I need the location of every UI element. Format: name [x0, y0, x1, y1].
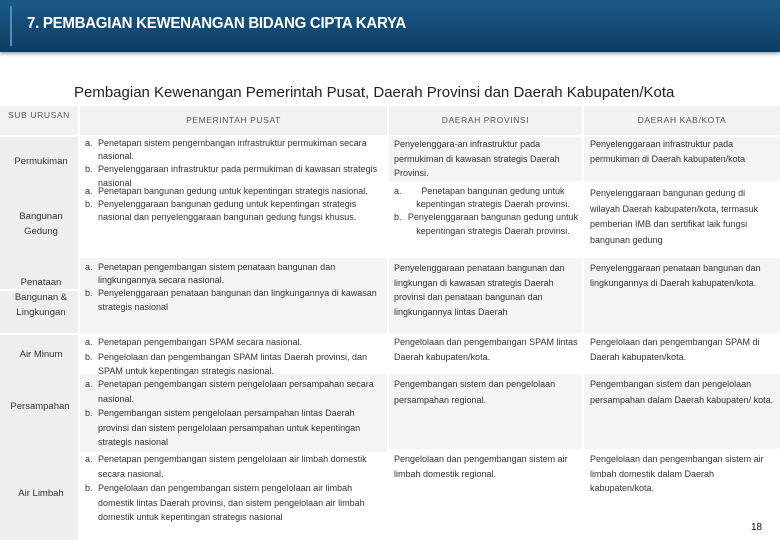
column-header-pusat: PEMERINTAH PUSAT: [186, 115, 281, 125]
sub-urusan-bangunan-gedung: Bangunan Gedung: [19, 211, 63, 237]
kabkota-text-air-limbah: Pengelolaan dan pengembangan sistem air limbah domestik dalam Daerah kabupaten/kota.: [590, 454, 764, 493]
authority-table: [0, 106, 780, 540]
pusat-list-air-minum: [85, 335, 385, 379]
provinsi-list-bangunan-gedung: [394, 185, 579, 238]
column-header-provinsi: DAERAH PROVINSI: [441, 115, 530, 125]
list-item: a. Penetapan bangunan gedung untuk kepentingan strategis Daerah provinsi.: [394, 186, 570, 210]
kabkota-text-permukiman: Penyelenggaraan infrastruktur pada permukiman di Daerah kabupaten/kota: [590, 139, 746, 164]
provinsi-text-permukiman: Penyelenggara-an infrastruktur pada permukiman di kawasan strategis Daerah Provinsi.: [394, 139, 560, 178]
sub-urusan-penataan-bangunan: Penataan Bangunan & Lingkungan: [14, 277, 68, 318]
list-item: a. Penetapan sistem pengembangan infrastruktur permukiman secara nasional.: [85, 138, 367, 162]
table-subtitle: Pembagian Kewenangan Pemerintah Pusat, Daerah Provinsi dan Daerah Kabupaten/Kota: [74, 84, 675, 101]
pusat-list-permukiman: [85, 137, 385, 190]
provinsi-text-penataan-bangunan: Penyelenggaraan penataan bangunan dan lingkungan di kawasan strategis Daerah provinsi dan penataan bangunan dan lingkungannya lintas Daerah: [394, 263, 565, 317]
sub-urusan-persampahan: Persampahan: [10, 401, 70, 412]
provinsi-text-persampahan: Pengembangan sistem dan pengelolaan persampahan regional.: [394, 379, 556, 405]
list-item: a. Penetapan pengembangan sistem penataan bangunan dan lingkungannya secara nasional.: [85, 262, 336, 286]
list-item: b. Penyelenggaraan infrastruktur pada permukiman di kawasan strategis nasional: [85, 164, 378, 188]
list-item: a. Penetapan pengembangan SPAM secara nasional.: [85, 337, 302, 347]
slide-title: 7. PEMBAGIAN KEWENANGAN BIDANG CIPTA KARYA: [27, 15, 406, 32]
list-item: a. Penetapan pengembangan sistem pengelolaan air limbah domestik secara nasional.: [85, 454, 367, 479]
list-item: b. Pengelolaan dan pengembangan SPAM lintas Daerah provinsi, dan SPAM untuk kepentingan strategis nasional.: [85, 351, 368, 376]
kabkota-text-air-minum: Pengelolaan dan pengembangan SPAM di Daerah kabupaten/kota.: [590, 337, 760, 362]
list-item: b. Penyelenggaraan bangunan gedung untuk kepentingan strategis nasional dan penyelenggaraan bangunan gedung fungsi khusus.: [85, 199, 357, 223]
title-banner: [0, 0, 780, 52]
list-item: b. Penyelenggaraan penataan bangunan dan lingkungannya di kawasan strategis nasional: [85, 288, 377, 312]
pusat-list-air-limbah: [85, 452, 385, 525]
list-item: b. Pengembangan sistem pengelolaan persampahan lintas Daerah provinsi dan sistem pengelolaan persampahan untuk kepentingan strategis nasional: [85, 408, 361, 447]
kabkota-text-persampahan: Pengembangan sistem dan pengelolaan persampahan dalam Daerah kabupaten/ kota.: [590, 379, 774, 405]
pusat-list-persampahan: [85, 377, 385, 450]
pusat-list-penataan-bangunan: [85, 261, 385, 314]
sub-urusan-permukiman: Permukiman: [14, 156, 68, 167]
list-item: a. Penetapan bangunan gedung untuk kepentingan strategis nasional.: [85, 186, 368, 196]
sub-urusan-air-minum: Air Minum: [19, 349, 63, 360]
column-header-kabkota: DAERAH KAB/KOTA: [637, 115, 727, 125]
sub-urusan-air-limbah: Air Limbah: [18, 488, 64, 499]
provinsi-text-air-minum: Pengelolaan dan pengembangan SPAM lintas Daerah kabupaten/kota.: [394, 337, 578, 362]
provinsi-text-air-limbah: Pengelolaan dan pengembangan sistem air limbah domestik regional.: [394, 454, 568, 479]
list-item: a. Penetapan pengembangan sistem pengelolaan persampahan secara nasional.: [85, 379, 374, 404]
pusat-list-bangunan-gedung: [85, 185, 385, 225]
list-item: b. Pengelolaan dan pengembangan sistem pengelolaan air limbah domestik lintas Daerah provinsi, dan sistem pengelolaan air limbah domestik untuk kepentingan strategis nasional: [85, 483, 365, 522]
kabkota-text-penataan-bangunan: Penyelenggaraan penataan bangunan dan lingkungannya di Daerah kabupaten/kota.: [590, 263, 761, 288]
kabkota-text-bangunan-gedung: Penyelenggaraan bangunan gedung di wilayah Daerah kabupaten/kota, termasuk pemberian IMB dan sertifikat laik fungsi bangunan gedung: [590, 188, 759, 245]
banner-accent-line: [10, 6, 12, 46]
sub-cell-bg: [0, 335, 78, 540]
page-number: 18: [751, 522, 763, 533]
column-header-sub-urusan: SUB URUSAN: [8, 110, 70, 120]
list-item: b. Penyelenggaraan bangunan gedung untuk kepentingan strategis Daerah provinsi.: [394, 212, 579, 236]
